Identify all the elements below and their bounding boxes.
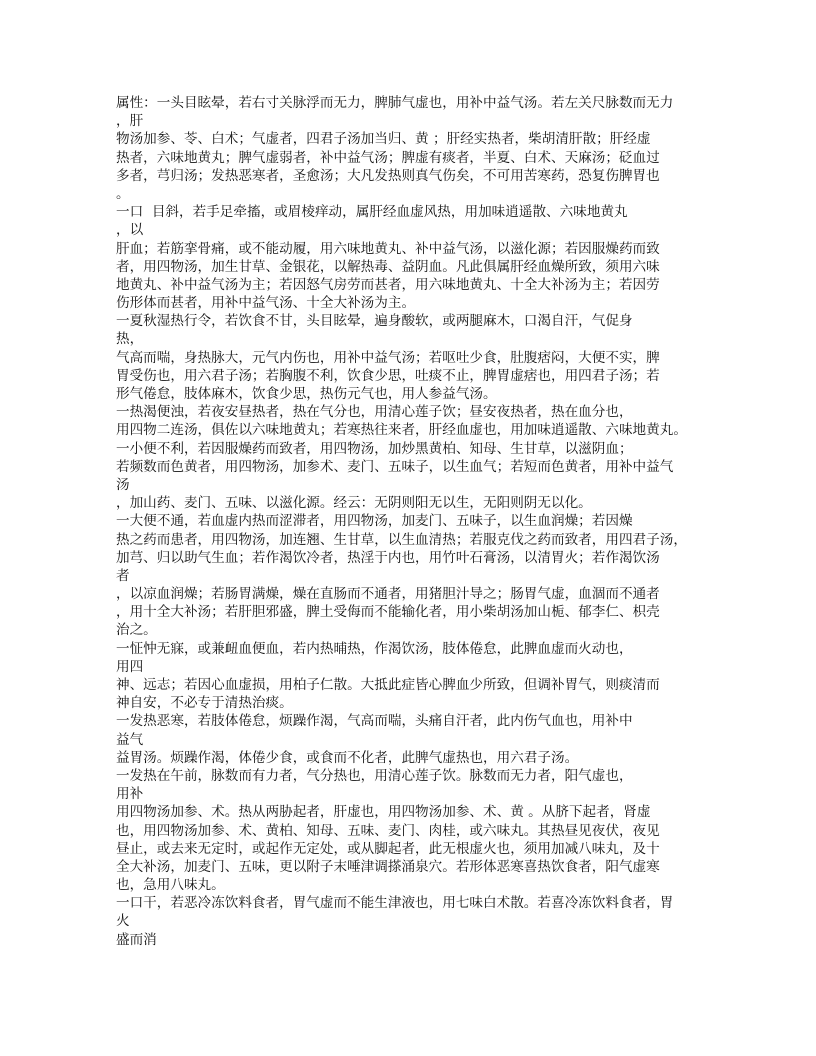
text-line: 一夏秋湿热行令，若饮食不甘，头目眩晕，遍身酸软，或两腿麻木，口渴自汗，气促身 xyxy=(116,313,633,330)
text-line: 火 xyxy=(116,913,130,930)
text-line: 一发热恶寒，若肢体倦怠，烦躁作渴，气高而喘，头痛自汗者，此内伤气血也，用补中 xyxy=(116,713,633,730)
text-line: 一口干，若恶冷冻饮料食者，胃气虚而不能生津液也，用七味白术散。若喜冷冻饮料食者，胃 xyxy=(116,895,674,912)
text-line: ，用十全大补汤；若肝胆邪盛，脾土受侮而不能输化者，用小柴胡汤加山栀、郁李仁、枳壳 xyxy=(116,604,660,621)
text-line: 胃受伤也，用六君子汤；若胸腹不利，饮食少思，吐痰不止，脾胃虚痞也，用四君子汤；若 xyxy=(116,367,660,384)
text-line: 治之。 xyxy=(116,622,157,639)
text-line: 物汤加参、苓、白术；气虚者，四君子汤加当归、黄 ；肝经实热者，柴胡清肝散；肝经虚 xyxy=(116,131,651,148)
text-line: 热者，六味地黄丸；脾气虚弱者，补中益气汤；脾虚有痰者，半夏、白术、天麻汤；砭血过 xyxy=(116,149,660,166)
document-page xyxy=(116,94,716,949)
text-line: 也，用四物汤加参、术、黄柏、知母、五味、麦门、肉桂，或六味丸。其热昼见夜伏，夜见 xyxy=(116,822,660,839)
text-line: 一热渴便浊，若夜安昼热者，热在气分也，用清心莲子饮；昼安夜热者，热在血分也， xyxy=(116,404,633,421)
text-line: 益胃汤。烦躁作渴，体倦少食，或食而不化者，此脾气虚热也，用六君子汤。 xyxy=(116,749,579,766)
text-line: 一口 目斜，若手足牵搐，或眉棱痒动，属肝经血虚风热，用加味逍遥散、六味地黄丸 xyxy=(116,204,628,221)
text-line: 属性：一头目眩晕，若右寸关脉浮而无力，脾肺气虚也，用补中益气汤。若左关尺脉数而无力 xyxy=(116,95,674,111)
text-line: ，加山药、麦门、五味、以滋化源。经云：无阴则阳无以生，无阳则阴无以化。 xyxy=(116,495,592,512)
text-line: 若频数而色黄者，用四物汤，加参术、麦门、五味子，以生血气；若短而色黄者，用补中益气 xyxy=(116,458,674,475)
text-line: 形气倦怠，肢体麻木，饮食少思，热伤元气也，用人参益气汤。 xyxy=(116,386,497,402)
text-line: 加芎、归以助气生血；若作渴饮冷者，热淫于内也，用竹叶石膏汤，以清胃火；若作渴饮汤 xyxy=(116,549,660,566)
text-line: 者 xyxy=(116,567,130,584)
text-line: 一大便不通，若血虚内热而涩滞者，用四物汤，加麦门、五味子，以生血润燥；若因燥 xyxy=(116,513,633,530)
text-line: 热， xyxy=(116,331,144,348)
text-line: 汤 xyxy=(116,476,130,493)
text-line: 用四物汤加参、术。热从两胁起者，肝虚也，用四物汤加参、术、黄 。从脐下起者，肾虚 xyxy=(116,804,651,821)
text-line: 一怔忡无寐，或兼衄血便血，若内热晡热，作渴饮汤，肢体倦怠，此脾血虚而火动也， xyxy=(116,640,633,657)
text-line: 也，急用八味丸。 xyxy=(116,877,225,894)
text-line: 盛而消 xyxy=(116,931,157,948)
text-line: 多者，芎归汤；发热恶寒者，圣愈汤；大凡发热则真气伤矣，不可用苦寒药，恐复伤脾胃也 xyxy=(116,167,660,184)
text-line: 益气 xyxy=(116,731,144,748)
text-line: 用补 xyxy=(116,786,144,803)
text-line: 伤形体而甚者，用补中益气汤、十全大补汤为主。 xyxy=(116,295,416,312)
text-line: ，以凉血润燥；若肠胃满燥，燥在直肠而不通者，用猪胆汁导之；肠胃气虚，血涸而不通者 xyxy=(116,586,660,603)
text-line: 神自安，不必专于清热治痰。 xyxy=(116,695,293,712)
text-line: 热之药而患者，用四物汤，加连翘、生甘草，以生血清热；若服克伐之药而致者，用四君子汤， xyxy=(116,531,687,548)
text-line: 一发热在午前，脉数而有力者，气分热也，用清心莲子饮。脉数而无力者，阳气虚也， xyxy=(116,767,633,784)
text-line: 一小便不利，若因服燥药而致者，用四物汤，加炒黑黄柏、知母、生甘草，以滋阴血； xyxy=(116,440,633,457)
text-line: 昼止，或去来无定时，或起作无定处，或从脚起者，此无根虚火也，须用加减八味丸，及十 xyxy=(116,840,660,857)
text-line: 气高而喘，身热脉大，元气内伤也，用补中益气汤；若呕吐少食，肚腹痞闷，大便不实，脾 xyxy=(116,349,660,366)
text-line: 。 xyxy=(116,185,130,202)
text-line: ，肝 xyxy=(116,113,144,130)
text-line: ，以 xyxy=(116,222,144,239)
text-line: 者，用四物汤，加生甘草、金银花，以解热毒、益阴血。凡此俱属肝经血燥所致，须用六味 xyxy=(116,258,660,275)
text-line: 神、远志；若因心血虚损，用柏子仁散。大抵此症皆心脾血少所致，但调补胃气，则痰清而 xyxy=(116,677,660,693)
text-line: 肝血；若筋挛骨痛，或不能动履，用六味地黄丸、补中益气汤，以滋化源；若因服燥药而致 xyxy=(116,240,660,257)
text-line: 全大补汤，加麦门、五味，更以附子末唾津调搽涌泉穴。若形体恶寒喜热饮食者，阳气虚寒 xyxy=(116,858,660,875)
text-line: 用四物二连汤，俱佐以六味地黄丸；若寒热往来者，肝经血虚也，用加味逍遥散、六味地黄丸。 xyxy=(116,422,687,439)
text-line: 地黄丸、补中益气汤为主；若因怒气房劳而甚者，用六味地黄丸、十全大补汤为主；若因劳 xyxy=(116,276,660,293)
text-line: 用四 xyxy=(116,658,144,675)
